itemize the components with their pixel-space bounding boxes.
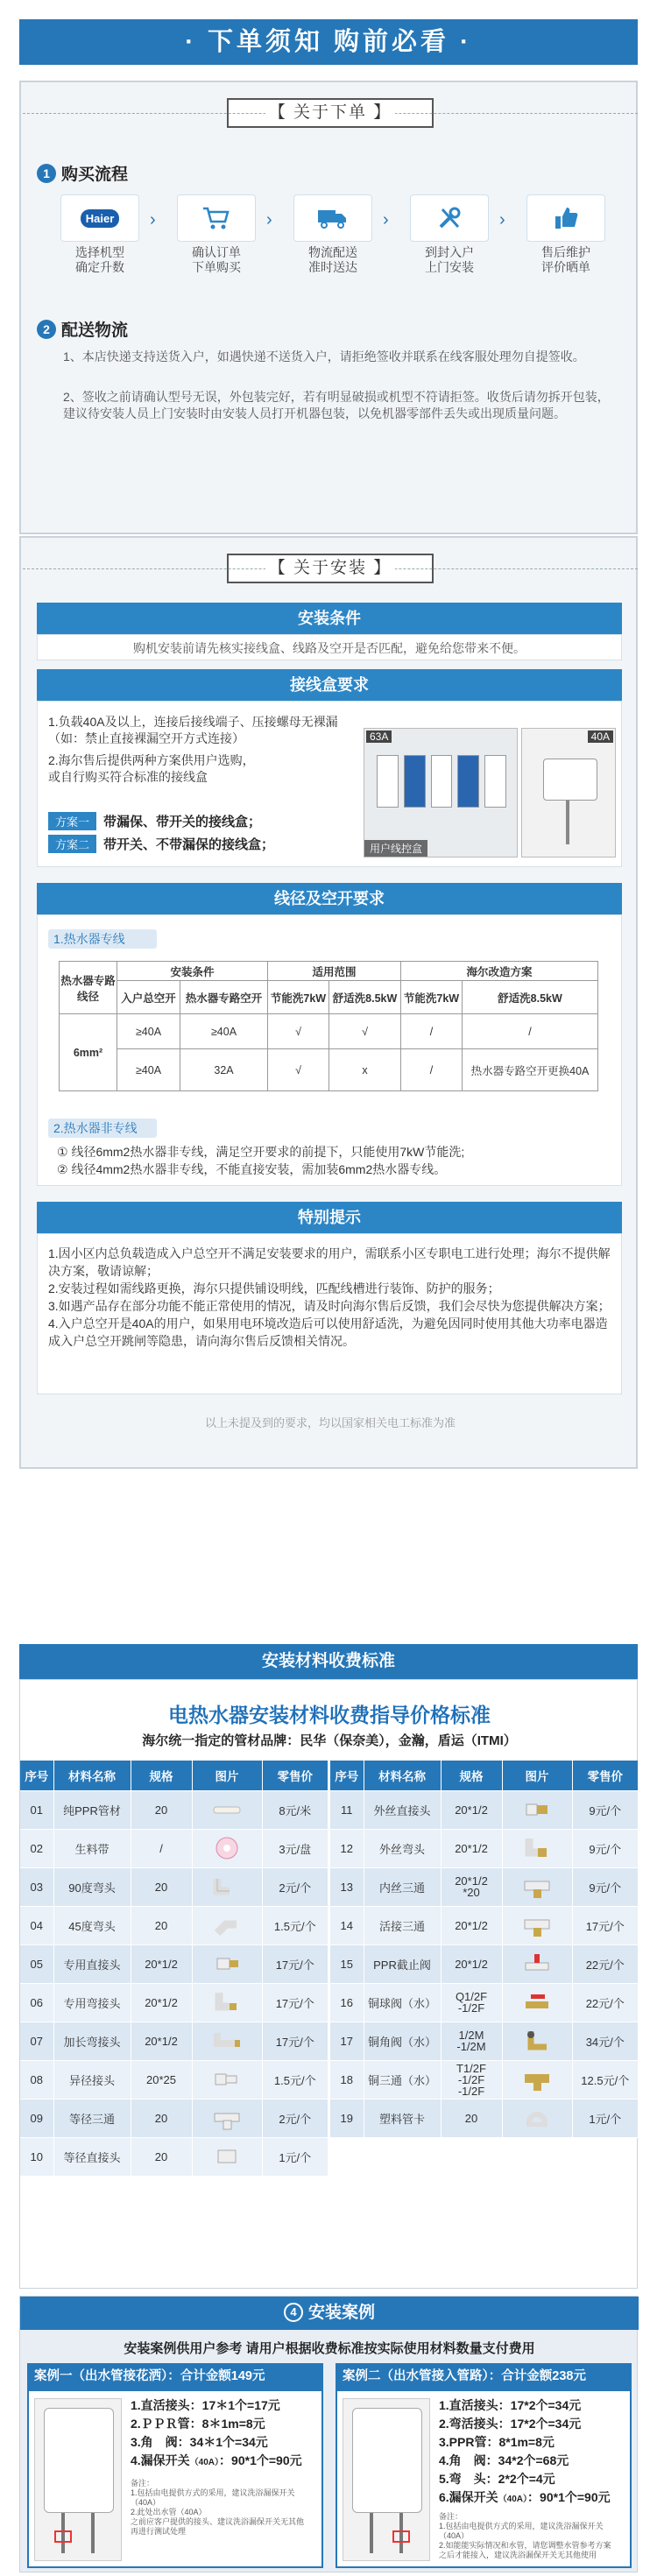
long-bend-connector-icon [212, 2028, 242, 2054]
material-price: 8元/米 [262, 1790, 328, 1829]
case-one-valve-line: 4.漏保开关（40A）：90*1个=90元 [131, 2453, 302, 2467]
material-picture [192, 1906, 262, 1944]
junction-box-title: 接线盒要求 [37, 669, 622, 701]
materials-row [330, 2022, 639, 2060]
special-tips-title: 特别提示 [37, 1202, 622, 1233]
material-price: 2元/个 [262, 2099, 328, 2137]
material-spec: 20 [131, 1867, 192, 1906]
reducer-icon [212, 2066, 242, 2093]
material-picture [192, 1983, 262, 2022]
pipe-clip-icon [522, 2105, 552, 2131]
materials-row [330, 1867, 639, 1906]
material-name: 塑料管卡 [364, 2099, 441, 2137]
material-picture [192, 1790, 262, 1829]
union-tee-icon [522, 1912, 552, 1938]
material-spec: 1/2M -1/2M [441, 2022, 502, 2060]
material-no: 17 [330, 2022, 364, 2060]
material-no: 06 [20, 1983, 53, 2022]
material-price: 17元/个 [262, 2022, 328, 2060]
materials-brands: 海尔统一指定的管材品牌：民华（保奈美），金瀚，盾运（ITMI） [142, 1733, 517, 1748]
material-picture [192, 1867, 262, 1906]
chevron-right-icon: › [499, 210, 505, 229]
material-name: 专用直接头 [53, 1944, 131, 1983]
materials-row [20, 1906, 328, 1944]
material-name: 纯PPR管材 [53, 1790, 131, 1829]
cases-panel [19, 2296, 638, 2572]
materials-row [20, 2099, 328, 2137]
material-no: 14 [330, 1906, 364, 1944]
material-name: 等径直接头 [53, 2137, 131, 2176]
step-after-sales: 售后维护 评价晒单 [526, 194, 605, 275]
material-name: 异径接头 [53, 2060, 131, 2099]
material-picture [192, 2099, 262, 2137]
materials-row [20, 1944, 328, 1983]
install-conditions-title: 安装条件 [37, 603, 622, 634]
case-two-photo [343, 2398, 430, 2561]
materials-row [330, 1944, 639, 1983]
material-no: 07 [20, 2022, 53, 2060]
material-picture [192, 1829, 262, 1867]
material-name: 外丝弯头 [364, 1829, 441, 1867]
ptfe-tape-icon [212, 1835, 242, 1861]
ball-valve-icon [522, 1989, 552, 2015]
plan-two: 方案二 带开关、不带漏保的接线盒； [48, 835, 274, 853]
material-spec: / [131, 1829, 192, 1867]
material-no: 13 [330, 1867, 364, 1906]
material-no: 12 [330, 1829, 364, 1867]
material-spec: 20*1/2 [441, 1944, 502, 1983]
material-price: 17元/个 [262, 1983, 328, 2022]
materials-row [20, 1983, 328, 2022]
material-spec: 20*1/2 [131, 1944, 192, 1983]
material-spec: 20 [441, 2099, 502, 2137]
material-no: 18 [330, 2060, 364, 2099]
material-name: 生料带 [53, 1829, 131, 1867]
materials-row [330, 1790, 639, 1829]
material-no: 05 [20, 1944, 53, 1983]
install-footer-note: 以上未提及到的要求，均以国家相关电工标准为准 [204, 1416, 456, 1429]
material-picture [192, 1944, 262, 1983]
delivery-heading: 2 配送物流 [37, 317, 128, 341]
material-picture [502, 1906, 572, 1944]
coupling-icon [212, 2143, 242, 2170]
material-spec: 20*1/2 [131, 2022, 192, 2060]
material-name: 加长弯接头 [53, 2022, 131, 2060]
material-picture [502, 1829, 572, 1867]
case-two-card: 1.直活接头：17*2个=34元 2.弯活接头：17*2个=34元 3.PPR管：8*1m=8元 4.角 阀：34*2个=68元 5.弯 头：2*2个=4元 6.漏保开关（40A）：90*1个=90元 备注： 1.包括由电提供方式的采用，建议洗浴漏保开关（40A） 2.如能能实际情况和水管，请您调整水管参考方案 之后才能接入，建议洗浴漏保开关无其他使用 [336, 2389, 632, 2568]
material-no: 16 [330, 1983, 364, 2022]
material-spec: 20*1/2 *20 [441, 1867, 502, 1906]
materials-row [20, 1867, 328, 1906]
haier-logo-icon: Haier [60, 194, 139, 242]
material-picture [502, 2099, 572, 2137]
material-price: 17元/个 [572, 1906, 639, 1944]
material-spec: Q1/2F -1/2F [441, 1983, 502, 2022]
material-picture [502, 1790, 572, 1829]
elbow-90-icon [212, 1874, 242, 1900]
case-two-valve-line: 6.漏保开关（40A）：90*1个=90元 [439, 2490, 611, 2504]
plan-one: 方案一 带漏保、带开关的接线盒； [48, 812, 261, 830]
material-price: 1元/个 [262, 2137, 328, 2176]
female-tee-icon [522, 1874, 552, 1900]
material-spec: 20*1/2 [441, 1790, 502, 1829]
case-one-photo [34, 2398, 122, 2561]
material-no: 09 [20, 2099, 53, 2137]
material-price: 12.5元/个 [572, 2060, 639, 2099]
truck-icon [293, 194, 372, 242]
material-name: 等径三通 [53, 2099, 131, 2137]
material-no: 04 [20, 1906, 53, 1944]
material-no: 11 [330, 1790, 364, 1829]
delivery-note-2: 2、签收之前请确认型号无误，外包装完好，若有明显破损或机型不符请拒签。收货后请勿拆开包装，建议待安装人员上门安装时由安装人员打开机器包装，以免机器零部件丢失或出现质量问题。 [63, 390, 610, 420]
special-tips-content: 1.因小区内总负载造成入户总空开不满足安装要求的用户，需联系小区专职电工进行处理；海尔不提供解决方案，敬请谅解； 2.安装过程如需线路更换，海尔只提供铺设明线，匹配线槽进行装饰、防护的服务； 3.如遇产品存在部分功能不能正常使用的情况，请及时向海尔售后反馈，我们会尽快为您提供解决方案； 4.入户总空开是40A的用户，如果用电环境改造后可以使用舒适洗，为避免因同时使用其他大功率电器造成入户总空开跳闸等隐患，请向海尔售后反馈相关情况。 [37, 1233, 622, 1394]
materials-row [330, 1906, 639, 1944]
delivery-note-1: 1、本店快递支持送货入户，如遇快递不送货入户，请拒绝签收并联系在线客服处理勿自提签收。 [63, 349, 585, 363]
chevron-right-icon: › [150, 210, 156, 229]
materials-row [20, 1829, 328, 1867]
material-price: 2元/个 [262, 1867, 328, 1906]
thumbs-up-icon [526, 194, 605, 242]
step-confirm-order: 确认订单 下单购买 [177, 194, 256, 275]
material-spec: T1/2F -1/2F -1/2F [441, 2060, 502, 2099]
material-picture [502, 1983, 572, 2022]
chevron-right-icon: › [266, 210, 272, 229]
material-name: 铜角阀（水） [364, 2022, 441, 2060]
junction-box-content: 1.负载40A及以上，连接后接线端子、压接螺母无裸漏（如：禁止直接裸漏空开方式连接） 2.海尔售后提供两种方案供用户选购， 或自行购买符合标准的接线盒 方案一 带漏保、带开关的接线盒； 方案二 带开关、不带漏保的接线盒； 63A 用户线控盒 40A [37, 701, 622, 867]
junction-box-photo-2: 40A [521, 728, 616, 857]
material-no: 15 [330, 1944, 364, 1983]
material-no: 08 [20, 2060, 53, 2099]
elbow-45-icon [212, 1912, 242, 1938]
junction-box-photo-1: 63A 用户线控盒 [364, 728, 518, 857]
material-spec: 20*1/2 [441, 1906, 502, 1944]
material-no: 19 [330, 2099, 364, 2137]
material-price: 1.5元/个 [262, 1906, 328, 1944]
material-picture [502, 2060, 572, 2099]
stop-valve-icon [522, 1951, 552, 1977]
install-panel [19, 536, 638, 1469]
material-name: 专用弯接头 [53, 1983, 131, 2022]
ppr-pipe-icon [212, 1796, 242, 1823]
wiring-title: 线径及空开要求 [37, 883, 622, 914]
material-spec: 20 [131, 2137, 192, 2176]
material-picture [502, 1867, 572, 1906]
material-name: PPR截止阀 [364, 1944, 441, 1983]
order-panel [19, 81, 638, 534]
material-price: 3元/盘 [262, 1829, 328, 1867]
chevron-right-icon: › [383, 210, 389, 229]
material-spec: 20 [131, 1906, 192, 1944]
dedicated-line-tag: 1.热水器专线 [48, 929, 157, 949]
material-no: 02 [20, 1829, 53, 1867]
brass-tee-icon [522, 2066, 552, 2093]
material-price: 9元/个 [572, 1829, 639, 1867]
order-section-title: 【 关于下单 】 [227, 98, 434, 128]
material-price: 9元/个 [572, 1790, 639, 1829]
cases-title: 4 安装案例 [20, 2297, 639, 2330]
materials-title: 电热水器安装材料收费指导价格标准 [168, 1704, 491, 1726]
tee-icon [212, 2105, 242, 2131]
material-price: 1.5元/个 [262, 2060, 328, 2099]
material-price: 22元/个 [572, 1983, 639, 2022]
case-one-header: 案例一（出水管接花洒）：合计金额149元 [27, 2363, 323, 2389]
material-name: 铜三通（水） [364, 2060, 441, 2099]
angle-valve-icon [522, 2028, 552, 2054]
tools-icon [410, 194, 489, 242]
materials-row [20, 2060, 328, 2099]
material-spec: 20 [131, 1790, 192, 1829]
step-delivery: 物流配送 准时送达 [293, 194, 372, 275]
material-name: 90度弯头 [53, 1867, 131, 1906]
materials-table-left: 序号 材料名称 规格 图片 零售价 01 纯PPR管材 20 8元/米 02 生料带 / 3元/盘 03 90度弯头 20 2元/个 04 45度弯头 20 1.5元/个 05 专用直接头 20*1/2 17元/个 06 专用弯接头 20*1/2 17元/个 07 加长弯接头 20*1/2 17元/个 08 异径接头 20*25 1.5元/个 09 等径三通 20 2元/个 10 等径直接头 20 1元/个 [20, 1761, 328, 2177]
materials-row [330, 1983, 639, 2022]
material-price: 1元/个 [572, 2099, 639, 2137]
material-spec: 20*1/2 [131, 1983, 192, 2022]
male-thread-icon [522, 1796, 552, 1823]
material-picture [502, 1944, 572, 1983]
material-no: 03 [20, 1867, 53, 1906]
materials-row [20, 1790, 328, 1829]
material-spec: 20 [131, 2099, 192, 2137]
material-name: 铜球阀（水） [364, 1983, 441, 2022]
bend-connector-icon [212, 1989, 242, 2015]
install-conditions-box: 购机安装前请先核实接线盒、线路及空开是否匹配，避免给您带来不便。 [37, 634, 622, 660]
materials-table-right: 序号 材料名称 规格 图片 零售价 11 外丝直接头 20*1/2 9元/个 12 外丝弯头 20*1/2 9元/个 13 内丝三通 20*1/2 *20 9元/个 14 活接三通 20*1/2 17元/个 15 PPR截止阀 20*1/2 22元/个 16 铜球阀（水） Q1/2F -1/2F 22元/个 17 铜角阀（水） 1/2M -1/2M 34元/个 18 铜三通（水） T1/2F -1/2F -1/2F 12.5元/个 19 塑料管卡 20 1元/个 [330, 1761, 639, 2138]
install-section-title: 【 关于安装 】 [227, 554, 434, 583]
material-price: 22元/个 [572, 1944, 639, 1983]
cases-subtitle: 安装案例供用户参考 请用户根据收费标准按实际使用材料数量支付费用 [124, 2341, 535, 2356]
non-dedicated-line-tag: 2.热水器非专线 [48, 1119, 157, 1138]
material-picture [502, 2022, 572, 2060]
materials-row [330, 2060, 639, 2099]
material-no: 10 [20, 2137, 53, 2176]
materials-row [330, 2099, 639, 2137]
material-picture [192, 2022, 262, 2060]
wiring-content: 1.热水器专线 热水器专路线径 安装条件 适用范围 海尔改造方案 入户总空开 热水器专路空开 节能洗7kW 舒适洗8.5kW 节能洗7kW 舒适洗8.5kW 6mm² ≥40A ≥40A √ √ / / ≥40A 32A √ x / 热水器专路空开更换40A 2.热水器非专线 ① 线径6mm2热水器非专线，满足空开要求的前提下，只能使用7kW节能洗; ② 线径4mm2热水器非专线，不能直接安装，需加装6mm2热水器专线。 [37, 914, 622, 1186]
material-name: 外丝直接头 [364, 1790, 441, 1829]
material-picture [192, 2137, 262, 2176]
materials-row [20, 2022, 328, 2060]
materials-banner: 安装材料收费标准 [19, 1644, 638, 1679]
straight-connector-icon [212, 1951, 242, 1977]
material-name: 活接三通 [364, 1906, 441, 1944]
material-name: 45度弯头 [53, 1906, 131, 1944]
material-name: 内丝三通 [364, 1867, 441, 1906]
purchase-steps [60, 194, 621, 282]
material-price: 17元/个 [262, 1944, 328, 1983]
male-elbow-icon [522, 1835, 552, 1861]
materials-row [20, 2137, 328, 2176]
material-spec: 20*25 [131, 2060, 192, 2099]
purchase-flow-heading: 1 购买流程 [37, 161, 128, 185]
material-picture [192, 2060, 262, 2099]
case-one-card: 1.直活接头：17＊1个=17元 2.ＰＰＲ管：8＊1m=8元 3.角 阀：34＊1个=34元 4.漏保开关（40A）：90*1个=90元 备注： 1.包括由电提供方式的采用，建议洗浴漏保开关（40A） 2.此处出水管（40A） 之前应客户提供的接头、建议洗浴漏保开关无其他 再进行测试处理 [27, 2389, 323, 2568]
step-installation: 到封入户 上门安装 [410, 194, 489, 275]
materials-row [330, 1829, 639, 1867]
material-price: 34元/个 [572, 2022, 639, 2060]
material-no: 01 [20, 1790, 53, 1829]
wiring-spec-table: 热水器专路线径 安装条件 适用范围 海尔改造方案 入户总空开 热水器专路空开 节能洗7kW 舒适洗8.5kW 节能洗7kW 舒适洗8.5kW 6mm² ≥40A ≥40A √ √ / / ≥40A 32A √ x / 热水器专路空开更换40A [59, 961, 598, 1091]
material-spec: 20*1/2 [441, 1829, 502, 1867]
material-price: 9元/个 [572, 1867, 639, 1906]
cart-icon [177, 194, 256, 242]
case-two-header: 案例二（出水管接入管路）：合计金额238元 [336, 2363, 632, 2389]
step-choose-model: Haier 选择机型 确定升数 [60, 194, 139, 275]
materials-panel [19, 1679, 638, 2289]
page-title: · 下单须知 购前必看 · [19, 19, 638, 65]
